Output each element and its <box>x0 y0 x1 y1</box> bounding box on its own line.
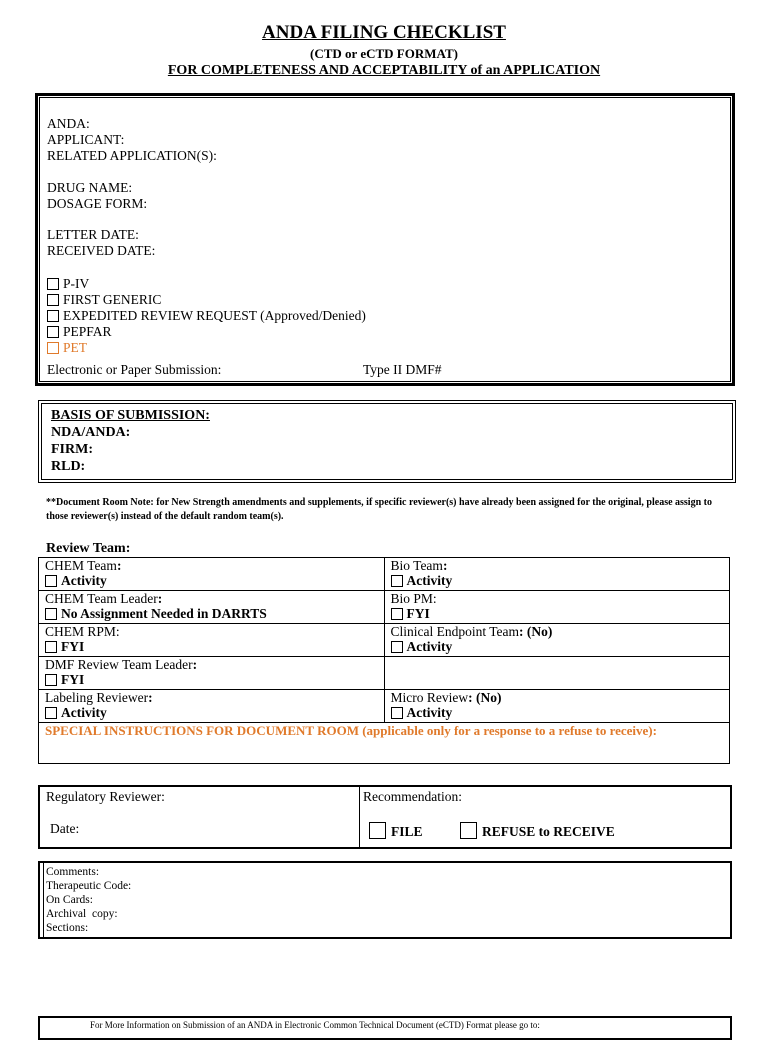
letter-date-label: LETTER DATE: <box>47 227 139 242</box>
basis-title: BASIS OF SUBMISSION: <box>51 408 210 423</box>
recommendation-label: Recommendation: <box>363 789 462 804</box>
checkbox[interactable] <box>45 707 57 719</box>
check-expedited-review[interactable]: EXPEDITED REVIEW REQUEST (Approved/Denied) <box>47 308 366 324</box>
comments-label: Comments: <box>46 866 100 878</box>
date-label: Date: <box>50 821 80 836</box>
checkbox[interactable] <box>391 707 403 719</box>
sections-label: Sections: <box>46 922 89 934</box>
checkbox[interactable] <box>47 278 59 290</box>
checkbox[interactable] <box>45 608 57 620</box>
checkbox[interactable] <box>369 822 386 839</box>
checkbox[interactable] <box>47 294 59 306</box>
dosage-form-label: DOSAGE FORM: <box>47 196 148 211</box>
anda-label: ANDA: <box>47 116 90 131</box>
review-team-title: Review Team: <box>46 541 131 556</box>
checkbox[interactable] <box>45 674 57 686</box>
special-instructions-cell <box>39 723 730 764</box>
chem-team-leader-cell: CHEM Team Leader: No Assignment Needed in DARRTS <box>39 591 385 624</box>
basis-of-submission-box <box>38 400 736 483</box>
nda-anda-label: NDA/ANDA: <box>51 425 131 440</box>
check-first-generic[interactable]: FIRST GENERIC <box>47 292 161 308</box>
checkbox[interactable] <box>45 641 57 653</box>
checkbox[interactable] <box>45 575 57 587</box>
document-room-note: **Document Room Note: for New Strength amendments and supplements, if specific reviewer(s) have already been assigned for the original, please assign to those reviewer(s) instead of the default random team(s). <box>46 497 712 522</box>
checkbox[interactable] <box>391 641 403 653</box>
dmf-label: Type II DMF# <box>363 362 442 377</box>
related-application-label: RELATED APPLICATION(S): <box>47 148 217 163</box>
archival-copy-label: Archival copy: <box>46 908 118 920</box>
review-team-table <box>38 557 730 764</box>
regulatory-reviewer-label: Regulatory Reviewer: <box>46 789 165 804</box>
micro-review-cell: Micro Review: (No) Activity <box>384 690 730 723</box>
page-purpose: FOR COMPLETENESS AND ACCEPTABILITY of an APPLICATION <box>167 63 601 78</box>
checkbox[interactable] <box>47 310 59 322</box>
firm-label: FIRM: <box>51 442 93 457</box>
chem-team-cell: CHEM Team: Activity <box>39 558 385 591</box>
special-instructions: SPECIAL INSTRUCTIONS FOR DOCUMENT ROOM (applicable only for a response to a refuse to receive): <box>45 723 657 738</box>
recommendation-box <box>38 785 732 849</box>
check-piv[interactable]: P-IV <box>47 276 89 292</box>
footer-text: For More Information on Submission of an ANDA in Electronic Common Technical Document (eCTD) Format please go to: <box>90 1020 540 1030</box>
page-subtitle: (CTD or eCTD FORMAT) <box>310 46 458 61</box>
drug-name-label: DRUG NAME: <box>47 180 133 195</box>
page-title: ANDA FILING CHECKLIST <box>262 22 506 43</box>
chem-rpm-cell: CHEM RPM: FYI <box>39 624 385 657</box>
submission-type-label: Electronic or Paper Submission: <box>47 362 222 377</box>
application-info-box <box>35 93 735 386</box>
file-option[interactable]: FILE <box>369 822 423 840</box>
checkbox[interactable] <box>47 326 59 338</box>
check-pepfar[interactable]: PEPFAR <box>47 324 112 340</box>
bio-team-cell: Bio Team: Activity <box>384 558 730 591</box>
bio-pm-cell: Bio PM: FYI <box>384 591 730 624</box>
empty-cell <box>384 657 730 690</box>
dmf-leader-cell: DMF Review Team Leader: FYI <box>39 657 385 690</box>
checkbox[interactable] <box>391 575 403 587</box>
checkbox[interactable] <box>391 608 403 620</box>
clinical-endpoint-cell: Clinical Endpoint Team: (No) Activity <box>384 624 730 657</box>
applicant-label: APPLICANT: <box>47 132 125 147</box>
therapeutic-code-label: Therapeutic Code: <box>46 880 132 892</box>
refuse-to-receive-option[interactable]: REFUSE to RECEIVE <box>460 822 615 840</box>
check-pet[interactable]: PET <box>47 340 87 356</box>
comments-box <box>38 861 732 939</box>
on-cards-label: On Cards: <box>46 894 93 906</box>
checkbox[interactable] <box>47 342 59 354</box>
footer-box <box>38 1016 732 1040</box>
rld-label: RLD: <box>51 459 86 474</box>
checkbox[interactable] <box>460 822 477 839</box>
received-date-label: RECEIVED DATE: <box>47 243 156 258</box>
labeling-reviewer-cell: Labeling Reviewer: Activity <box>39 690 385 723</box>
